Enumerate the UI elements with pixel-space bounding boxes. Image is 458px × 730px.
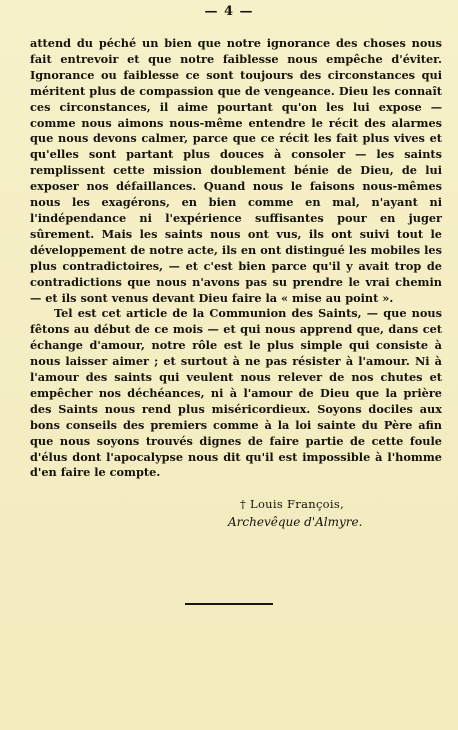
page-number: — 4 — xyxy=(204,4,254,19)
signature-name: † Louis François, xyxy=(240,497,345,511)
signature-title: Archevêque d'Almyre. xyxy=(228,515,363,529)
body-text xyxy=(30,36,442,481)
paragraph-1: attend du péché un bien que notre ignorance des choses nous fait entrevoir et que notre faiblesse nous empêche d'éviter. Ignorance ou faiblesse ce sont toujours des circonstances qui méritent plus de compassion que de vengeance. Dieu les connaît ces circonstances, il aime pourtant qu'on les lui expose — comme nous aimons nous-même entendre le récit des alarmes que nous devons calmer, parce que ce récit les fait plus vives et qu'elles sont partant plus douces à consoler — les saints remplissent cette mission doublement bénie de Dieu, de lui exposer nos défaillances. Quand nous le faisons nous-mêmes nous les exagérons, en bien comme en mal, n'ayant ni l'indépendance ni l'expérience suffisantes pour en juger sûrement. Mais les saints nous ont vus, ils ont suivi tout le développement de notre acte, ils en ont distingué les mobiles les plus contradictoires, — et c'est bien parce qu'il y avait trop de contradictions que nous n'avons pas su prendre le vrai chemin — et ils sont venus devant Dieu faire la « mise au point ». xyxy=(30,36,442,305)
paragraph-2: Tel est cet article de la Communion des Saints, — que nous fêtons au début de ce mois — et qui nous apprend que, dans cet échange d'amour, notre rôle est le plus simple qui consiste à nous laisser aimer ; et surtout à ne pas résister à l'amour. Ni à l'amour des saints qui veulent nous relever de nos chutes et empêcher nos déchéances, ni à l'amour de Dieu que la prière des Saints nous rend plus miséricordieux. Soyons dociles aux bons conseils des premiers comme à la loi sainte du Père afin que nous soyons trouvés dignes de faire partie de cette foule d'élus dont l'apocalypse nous dit qu'il est impossible à l'homme d'en faire le compte. xyxy=(30,306,442,480)
closing-rule xyxy=(185,603,273,605)
